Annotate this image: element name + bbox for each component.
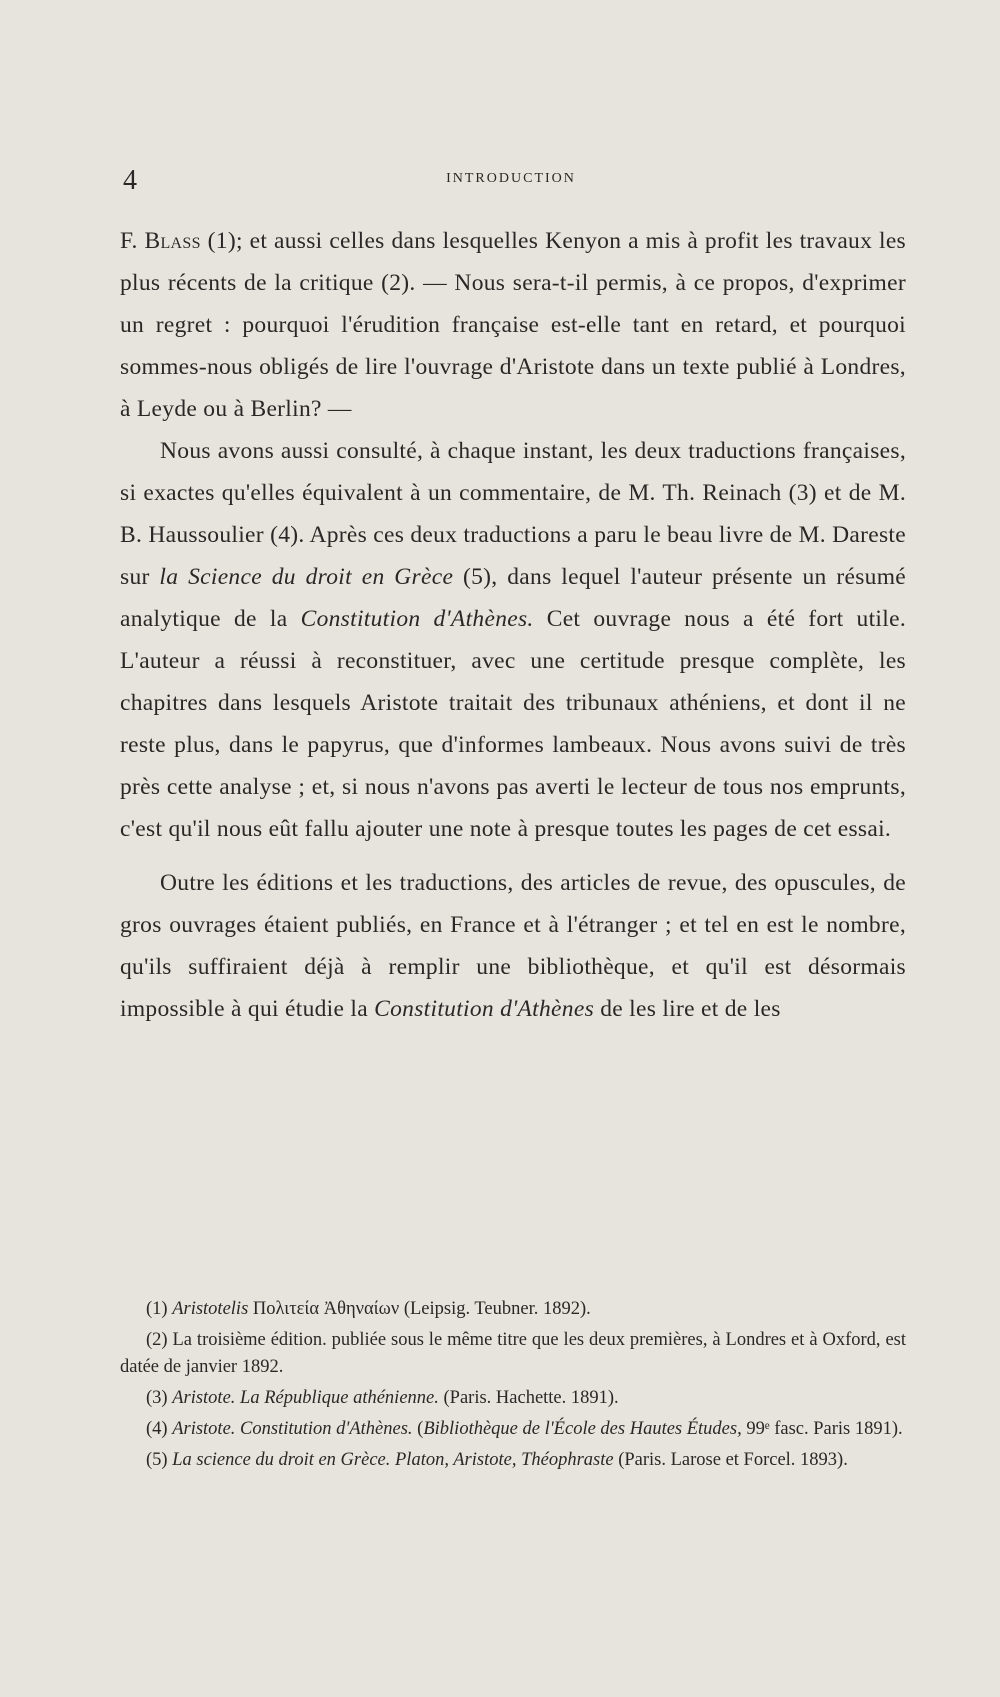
- footnote-number: (3): [146, 1388, 173, 1408]
- book-title: la Science du droit en Grèce: [159, 564, 454, 590]
- footnote-2: [120, 1327, 906, 1381]
- footnote-number: (4): [146, 1419, 173, 1439]
- footnote-title: Aristotelis: [172, 1299, 249, 1319]
- footnote-number: (5): [146, 1450, 173, 1470]
- text-span: (1); et aussi celles dans lesquelles Kenyon a mis à profit les travaux les plus récents de la critique (2). — Nous sera-t-il permis, à ce propos, d'exprimer un regret : pourquoi l'érudition française est-elle tant en retard, et pourquoi sommes-nous obligés de lire l'ouvrage d'Aristote dans un texte publié à Londres, à Leyde ou à Berlin? —: [120, 228, 906, 422]
- footnote-3: [120, 1385, 906, 1412]
- text-span: de les lire et de les: [594, 996, 781, 1022]
- footnote-1: [120, 1296, 906, 1323]
- footnote-title: La science du droit en Grèce. Platon, Aristote, Théophraste: [172, 1450, 614, 1470]
- text-span: (5), dans lequel l'auteur présente un résumé analytique de la: [120, 564, 907, 632]
- author-name-blass: Blass: [144, 228, 201, 254]
- text-span: F.: [120, 228, 145, 254]
- paragraph-1: [120, 220, 906, 430]
- footnote-title: Aristote. Constitution d'Athènes.: [172, 1419, 413, 1439]
- paragraph-2: [120, 430, 906, 850]
- main-text: [120, 220, 906, 1030]
- footnote-series: Bibliothèque de l'École des Hautes Études,: [423, 1419, 742, 1439]
- greek-title: Πολιτεία Ἀθηναίων: [248, 1299, 400, 1319]
- footnotes: [120, 1296, 906, 1478]
- footnote-5: [120, 1447, 906, 1474]
- footnote-text: (: [412, 1419, 424, 1439]
- running-head: INTRODUCTION: [446, 171, 576, 186]
- footnote-text: (Paris. Hachette. 1891).: [438, 1388, 619, 1408]
- footnote-number: (1): [146, 1299, 173, 1319]
- text-span: Cet ouvrage nous a été fort utile. L'auteur a réussi à reconstituer, avec une certitude presque complète, les chapitres dans lesquels Aristote traitait des tribunaux athéniens, et dont il ne reste plus, dans le papyrus, que d'informes lambeaux. Nous avons suivi de très près cette analyse ; et, si nous n'avons pas averti le lecteur de tous nos emprunts, c'est qu'il nous eût fallu ajouter une note à presque toutes les pages de cet essai.: [120, 606, 906, 842]
- text-span: Nous avons aussi consulté, à chaque instant, les deux traductions françaises, si exactes qu'elles équivalent à un commentaire, de M. Th. Reinach (3) et de M. B. Haussoulier (4). Après ces deux traductions a paru le beau livre de M. Dareste sur: [120, 438, 906, 590]
- footnote-text: (Paris. Larose et Forcel. 1893).: [613, 1450, 848, 1470]
- footnote-text: (2) La troisième édition. publiée sous le même titre que les deux premières, à Londres et à Oxford, est datée de janvier 1892.: [120, 1330, 906, 1377]
- footnote-text: 99ᵉ fasc. Paris 1891).: [741, 1419, 903, 1439]
- text-span: Outre les éditions et les traductions, des articles de revue, des opuscules, de gros ouvrages étaient publiés, en France et à l'étranger ; et tel en est le nombre, qu'ils suffiraient déjà à remplir une bibliothèque, et qu'il est désormais impossible à qui étudie la: [120, 870, 906, 1022]
- footnote-title: Aristote. La République athénienne.: [172, 1388, 439, 1408]
- page-header: [117, 166, 905, 196]
- footnote-text: (Leipsig. Teubner. 1892).: [399, 1299, 591, 1319]
- page-number: 4: [123, 165, 137, 196]
- book-title: Constitution d'Athènes.: [300, 606, 534, 632]
- book-title: Constitution d'Athènes: [374, 996, 595, 1022]
- footnote-4: [120, 1416, 906, 1443]
- paragraph-3: [120, 862, 906, 1030]
